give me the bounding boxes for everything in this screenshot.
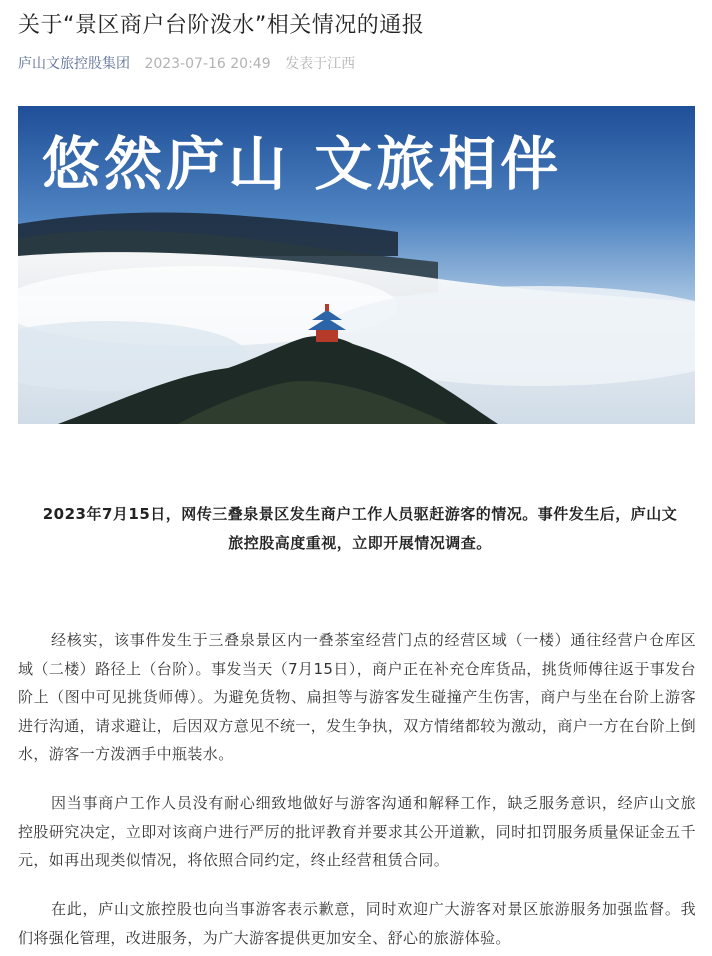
intro-paragraph: 2023年7月15日，网传三叠泉景区发生商户工作人员驱赶游客的情况。事件发生后，庐山文旅控股高度重视，立即开展情况调查。 [42, 505, 678, 552]
account-name-link[interactable]: 庐山文旅控股集团 [18, 56, 130, 72]
banner-illustration [18, 106, 695, 424]
publish-location: 发表于江西 [285, 56, 356, 72]
article-meta [18, 54, 355, 74]
publish-time: 2023-07-16 20:49 [144, 56, 271, 72]
article-title: 关于“景区商户台阶泼水”相关情况的通报 [18, 13, 425, 38]
banner-image [18, 106, 695, 424]
body-paragraph-1: 经核实，该事件发生于三叠泉景区内一叠茶室经营门点的经营区域（一楼）通往经营户仓库区域（二楼）路径上（台阶）。事发当天（7月15日），商户正在补充仓库货品，挑货师傅往返于事发台阶上（图中可见挑货师傅）。为避免货物、扁担等与游客发生碰撞产生伤害，商户与坐在台阶上游客进行沟通，请求避让，后因双方意见不统一，发生争执，双方情绪都较为激动，商户一方在台阶上倒水，游客一方泼洒手中瓶装水。 [18, 631, 696, 763]
body-paragraph-3: 在此，庐山文旅控股也向当事游客表示歉意，同时欢迎广大游客对景区旅游服务加强监督。我们将强化管理，改进服务，为广大游客提供更加安全、舒心的旅游体验。 [18, 900, 696, 947]
body-paragraph-2: 因当事商户工作人员没有耐心细致地做好与游客沟通和解释工作，缺乏服务意识，经庐山文旅控股研究决定，立即对该商户进行严厉的批评教育并要求其公开道歉，同时扣罚服务质量保证金五千元，如再出现类似情况，将依照合同约定，终止经营租赁合同。 [18, 794, 696, 869]
banner-calligraphy: 悠然庐山 文旅相伴 [42, 130, 563, 198]
